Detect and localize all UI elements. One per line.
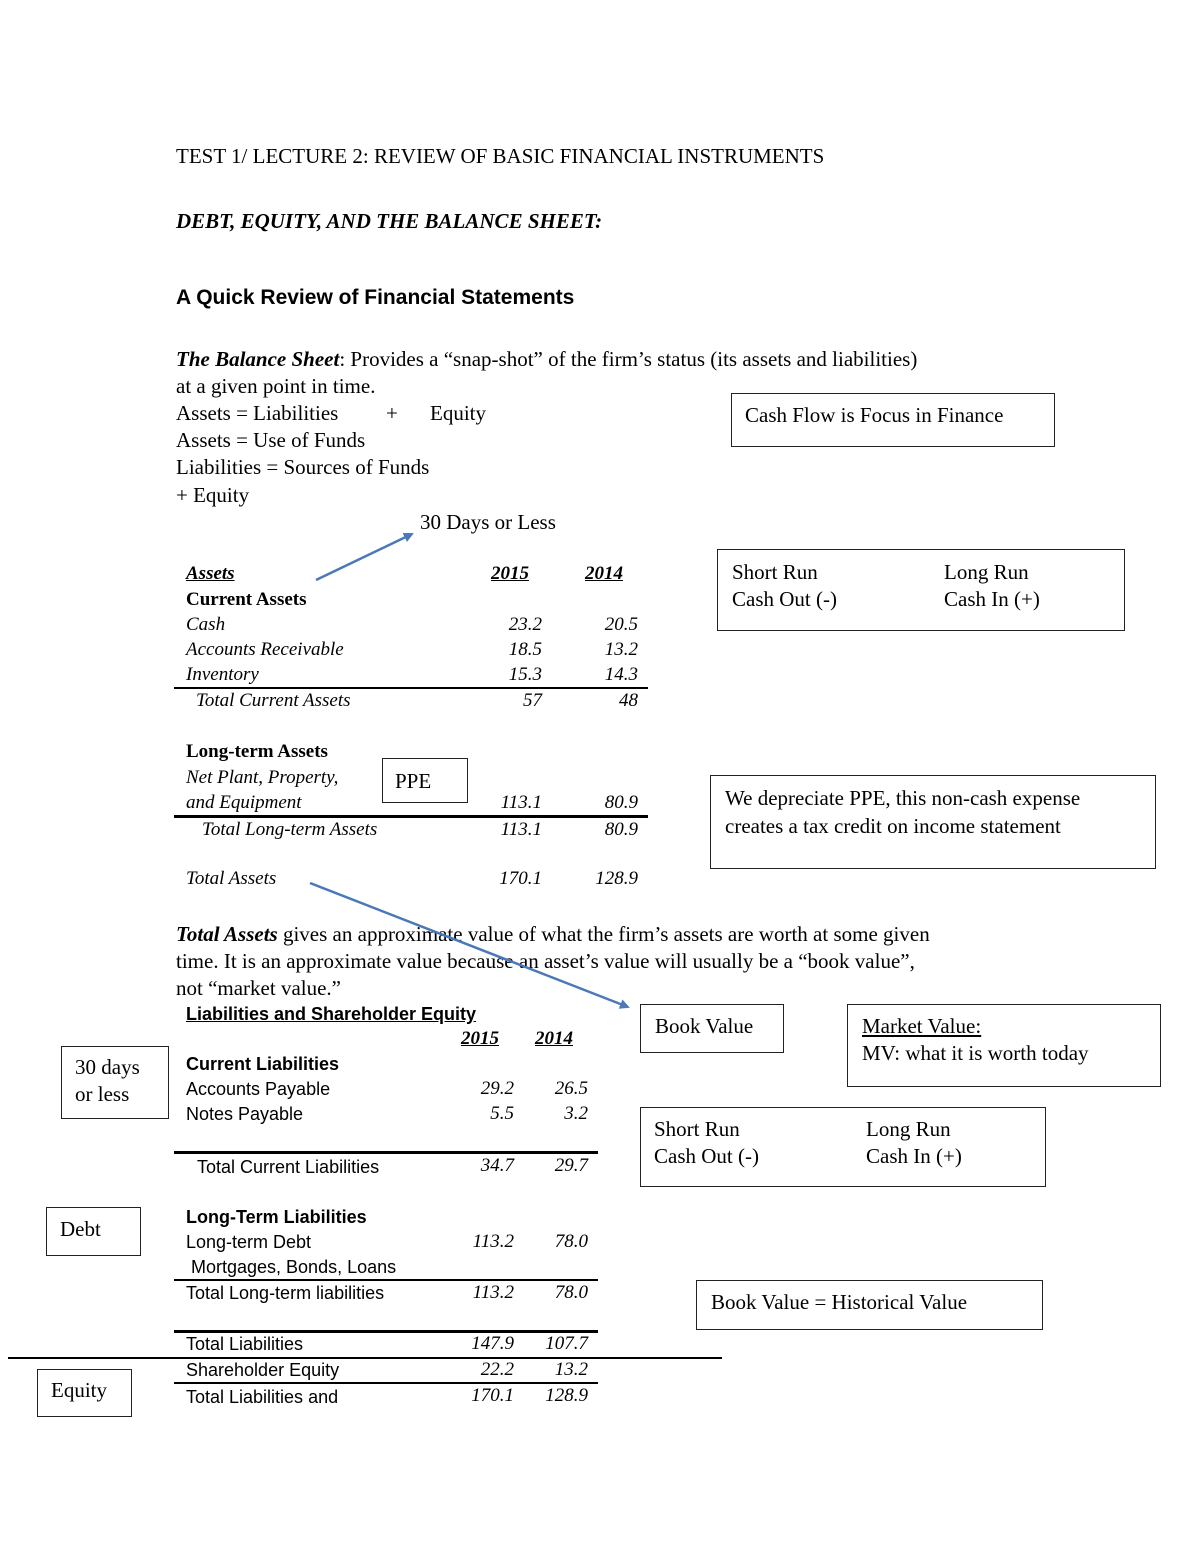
longterm-debt-examples: Mortgages, Bonds, Loans xyxy=(191,1257,397,1277)
short-run-label: Short Run xyxy=(732,560,818,584)
depreciation-note-line1: We depreciate PPE, this non-cash expense xyxy=(725,786,1081,810)
market-value-title: Market Value: xyxy=(862,1014,982,1038)
section-subtitle: DEBT, EQUITY, AND THE BALANCE SHEET: xyxy=(176,209,603,233)
longterm-liabilities-heading: Long-Term Liabilities xyxy=(186,1207,367,1227)
total-longterm-assets-2014: 80.9 xyxy=(604,819,638,840)
total-longterm-assets-2015: 113.1 xyxy=(500,819,542,840)
assets-col-2015: 2015 xyxy=(491,563,529,584)
total-assets-paragraph-line3: not “market value.” xyxy=(176,976,342,1000)
total-liabilities-equity-label: Total Liabilities and xyxy=(186,1387,339,1407)
equation-sources-of-funds: Liabilities = Sources of Funds xyxy=(176,455,430,479)
total-current-liabilities-label: Total Current Liabilities xyxy=(197,1157,380,1177)
book-value-historical-text: Book Value = Historical Value xyxy=(711,1290,968,1314)
equation-use-of-funds: Assets = Use of Funds xyxy=(176,428,366,452)
equation-plus-sign: + xyxy=(386,401,398,425)
market-value-description: MV: what it is worth today xyxy=(862,1041,1089,1065)
balance-sheet-definition-line2: at a given point in time. xyxy=(176,374,376,398)
document-title: TEST 1/ LECTURE 2: REVIEW OF BASIC FINANCIAL INSTRUMENTS xyxy=(176,144,825,168)
asset-row-value-2015: 18.5 xyxy=(508,639,542,660)
liability-row-label: Notes Payable xyxy=(186,1104,304,1124)
cash-in-label: Cash In (+) xyxy=(944,587,1040,611)
total-assets-2014: 128.9 xyxy=(595,868,638,889)
asset-row-value-2014: 14.3 xyxy=(604,664,638,685)
assets-header: Assets xyxy=(186,563,235,584)
section-heading: A Quick Review of Financial Statements xyxy=(176,286,575,309)
liability-row-value-2014: 26.5 xyxy=(554,1078,588,1099)
short-run-label: Short Run xyxy=(654,1117,740,1141)
ppe-label-line2: and Equipment xyxy=(186,792,302,813)
asset-row-value-2014: 20.5 xyxy=(604,614,638,635)
arrow-to-thirty-days xyxy=(316,534,412,580)
shareholder-equity-2015: 22.2 xyxy=(480,1359,514,1380)
cash-out-label: Cash Out (-) xyxy=(732,587,837,611)
liability-row-value-2014: 3.2 xyxy=(564,1103,588,1124)
longterm-debt-2014: 78.0 xyxy=(554,1231,588,1252)
total-assets-paragraph-line2: time. It is an approximate value because an asset’s value will usually be a “book value”, xyxy=(176,949,915,973)
depreciation-note-line2: creates a tax credit on income statement xyxy=(725,814,1061,838)
ppe-box-text: PPE xyxy=(395,769,432,793)
liabilities-col-2014: 2014 xyxy=(535,1028,573,1049)
asset-row-value-2014: 13.2 xyxy=(604,639,638,660)
asset-row-value-2015: 23.2 xyxy=(508,614,542,635)
total-assets-2015: 170.1 xyxy=(499,868,542,889)
total-current-assets-2014: 48 xyxy=(619,690,638,711)
cash-flow-focus-text: Cash Flow is Focus in Finance xyxy=(745,403,1004,427)
debt-box-text: Debt xyxy=(60,1217,101,1241)
equity-box-text: Equity xyxy=(51,1378,107,1402)
long-run-label: Long Run xyxy=(944,560,1029,584)
total-current-assets-2015: 57 xyxy=(523,690,542,711)
total-longterm-liabilities-2014: 78.0 xyxy=(554,1282,588,1303)
total-assets-label: Total Assets xyxy=(186,868,277,889)
shareholder-equity-2014: 13.2 xyxy=(554,1359,588,1380)
thirty-days-box-line1: 30 days xyxy=(75,1055,140,1079)
long-run-label: Long Run xyxy=(866,1117,951,1141)
asset-row-value-2015: 15.3 xyxy=(508,664,542,685)
equation-plus-equity: + Equity xyxy=(176,483,250,507)
total-liabilities-2015: 147.9 xyxy=(471,1333,514,1354)
total-liabilities-equity-2015: 170.1 xyxy=(471,1385,514,1406)
liability-row-label: Accounts Payable xyxy=(186,1079,331,1099)
balance-sheet-term: The Balance Sheet xyxy=(176,347,340,371)
assets-col-2014: 2014 xyxy=(585,563,623,584)
cash-out-label: Cash Out (-) xyxy=(654,1144,759,1168)
total-current-liabilities-2015: 34.7 xyxy=(480,1155,514,1176)
liabilities-header: Liabilities and Shareholder Equity xyxy=(186,1004,477,1024)
book-value-text: Book Value xyxy=(655,1014,754,1038)
total-current-assets-label: Total Current Assets xyxy=(196,690,351,711)
longterm-debt-2015: 113.2 xyxy=(472,1231,514,1252)
thirty-days-note: 30 Days or Less xyxy=(420,510,556,534)
liabilities-col-2015: 2015 xyxy=(461,1028,499,1049)
asset-row-label: Accounts Receivable xyxy=(186,639,344,660)
arrow-to-book-value xyxy=(310,883,628,1007)
equation-assets-liabilities-label: Assets = Liabilities xyxy=(176,401,339,425)
thirty-days-box-line2: or less xyxy=(75,1082,130,1106)
ppe-label-line1: Net Plant, Property, xyxy=(186,767,339,788)
total-longterm-assets-label: Total Long-term Assets xyxy=(202,819,378,840)
total-liabilities-label: Total Liabilities xyxy=(186,1334,304,1354)
balance-sheet-definition-text: : Provides a “snap-shot” of the firm’s status (its assets and liabilities) xyxy=(339,347,918,371)
total-liabilities-2014: 107.7 xyxy=(545,1333,588,1354)
liability-row-value-2015: 5.5 xyxy=(490,1103,514,1124)
total-longterm-liabilities-2015: 113.2 xyxy=(472,1282,514,1303)
total-assets-paragraph-text: gives an approximate value of what the firm’s assets are worth at some given xyxy=(277,922,930,946)
longterm-assets-heading: Long-term Assets xyxy=(186,741,328,762)
asset-row-label: Inventory xyxy=(186,664,259,685)
cash-in-label: Cash In (+) xyxy=(866,1144,962,1168)
asset-row-label: Cash xyxy=(186,614,226,635)
total-current-liabilities-2014: 29.7 xyxy=(554,1155,588,1176)
longterm-debt-label: Long-term Debt xyxy=(186,1232,312,1252)
current-liabilities-heading: Current Liabilities xyxy=(186,1054,340,1074)
equation-equity-label: Equity xyxy=(430,401,486,425)
liability-row-value-2015: 29.2 xyxy=(480,1078,514,1099)
shareholder-equity-label: Shareholder Equity xyxy=(186,1360,340,1380)
total-liabilities-equity-2014: 128.9 xyxy=(545,1385,588,1406)
total-assets-term: Total Assets xyxy=(176,922,278,946)
total-longterm-liabilities-label: Total Long-term liabilities xyxy=(186,1283,385,1303)
current-assets-heading: Current Assets xyxy=(186,589,307,610)
ppe-value-2014: 80.9 xyxy=(604,792,638,813)
ppe-value-2015: 113.1 xyxy=(500,792,542,813)
